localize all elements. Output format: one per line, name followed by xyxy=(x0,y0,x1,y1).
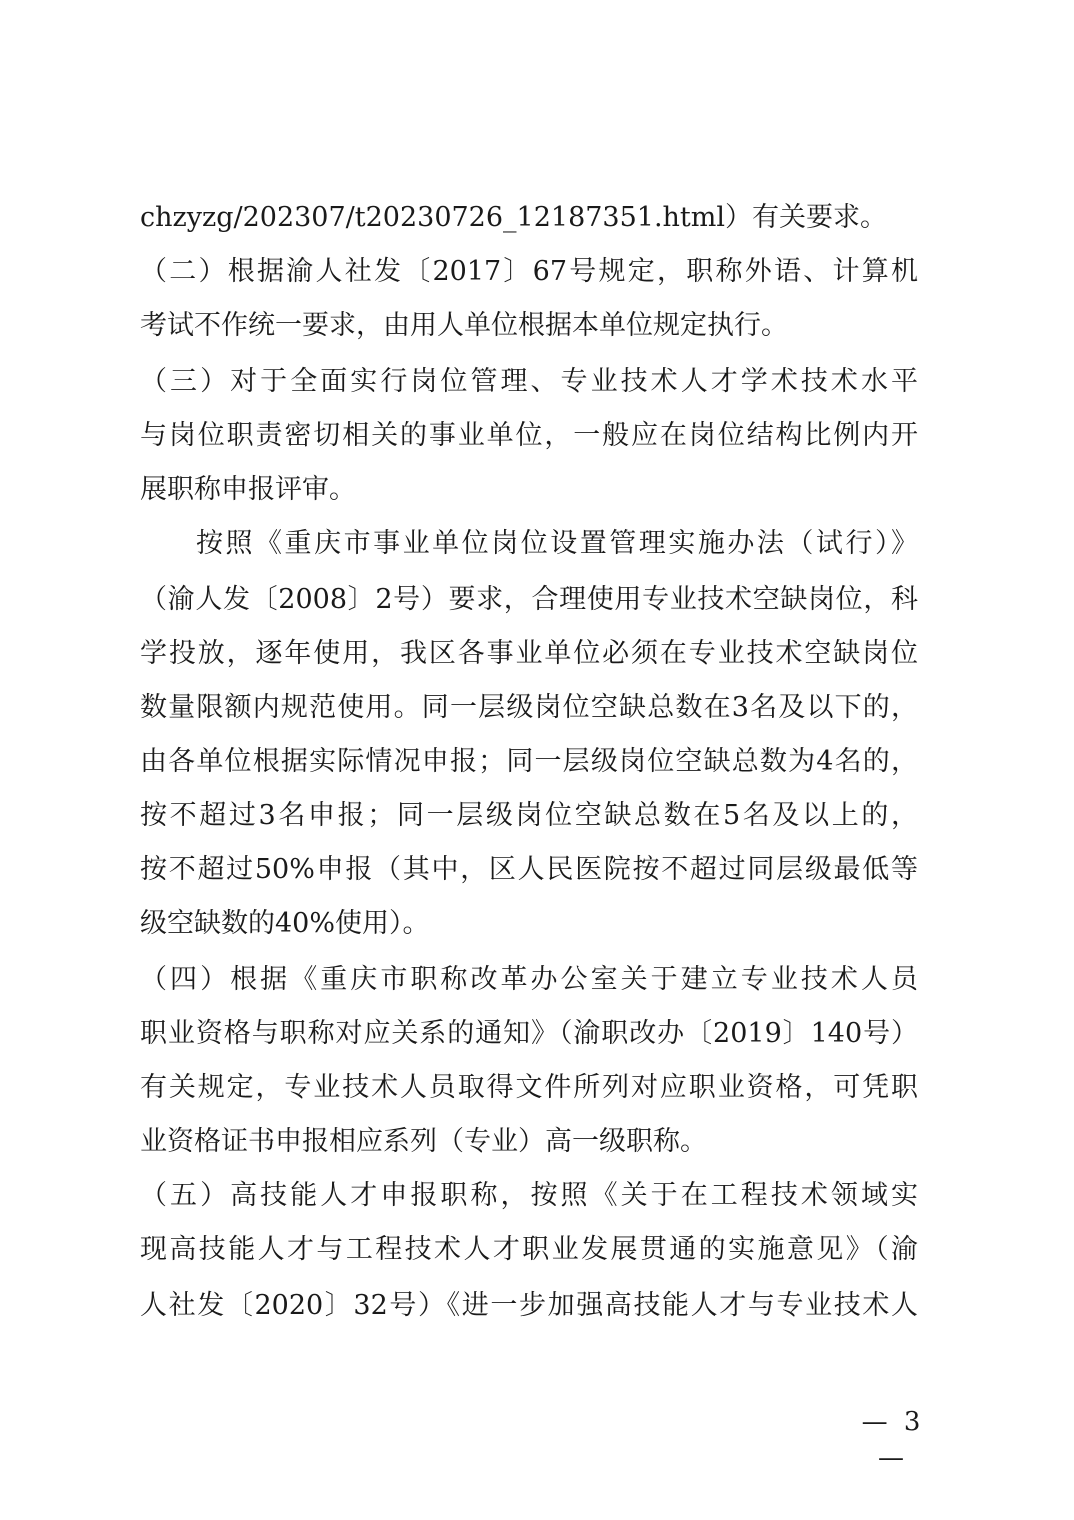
text-line-20: 现高技能人才与工程技术人才职业发展贯通的实施意见》（渝 xyxy=(140,1234,918,1265)
text-line-9: 学投放，逐年使用，我区各事业单位必须在专业技术空缺岗位 xyxy=(140,638,918,669)
text-line-4: （三）对于全面实行岗位管理、专业技术人才学术技术水平 xyxy=(140,366,918,397)
text-line-1: chzyzg/202307/t20230726_12187351.html）有关要求。 xyxy=(140,202,888,233)
text-line-12: 按不超过3名申报；同一层级岗位空缺总数在5名及以上的， xyxy=(140,800,918,831)
text-line-16: 职业资格与职称对应关系的通知》（渝职改办〔2019〕140号） xyxy=(140,1018,918,1049)
text-line-19: （五）高技能人才申报职称，按照《关于在工程技术领域实 xyxy=(140,1180,918,1211)
text-line-14: 级空缺数的40%使用）。 xyxy=(140,908,430,939)
text-line-2: （二）根据渝人社发〔2017〕67号规定，职称外语、计算机 xyxy=(140,256,918,287)
text-line-3: 考试不作统一要求，由用人单位根据本单位规定执行。 xyxy=(140,310,788,341)
text-line-6: 展职称申报评审。 xyxy=(140,474,356,505)
text-line-18: 业资格证书申报相应系列（专业）高一级职称。 xyxy=(140,1126,707,1157)
text-line-5: 与岗位职责密切相关的事业单位，一般应在岗位结构比例内开 xyxy=(140,420,918,451)
text-line-10: 数量限额内规范使用。同一层级岗位空缺总数在3名及以下的， xyxy=(140,692,918,723)
text-line-8: （渝人发〔2008〕2号）要求，合理使用专业技术空缺岗位，科 xyxy=(140,584,918,615)
page-number: — 3 — xyxy=(861,1407,925,1473)
text-line-7: 按照《重庆市事业单位岗位设置管理实施办法（试行）》 xyxy=(196,528,918,559)
text-line-17: 有关规定，专业技术人员取得文件所列对应职业资格，可凭职 xyxy=(140,1072,918,1103)
text-line-21: 人社发〔2020〕32号）《进一步加强高技能人才与专业技术人 xyxy=(140,1290,918,1321)
text-line-11: 由各单位根据实际情况申报；同一层级岗位空缺总数为4名的， xyxy=(140,746,918,777)
text-line-15: （四）根据《重庆市职称改革办公室关于建立专业技术人员 xyxy=(140,964,918,995)
text-line-13: 按不超过50%申报（其中，区人民医院按不超过同层级最低等 xyxy=(140,854,918,885)
